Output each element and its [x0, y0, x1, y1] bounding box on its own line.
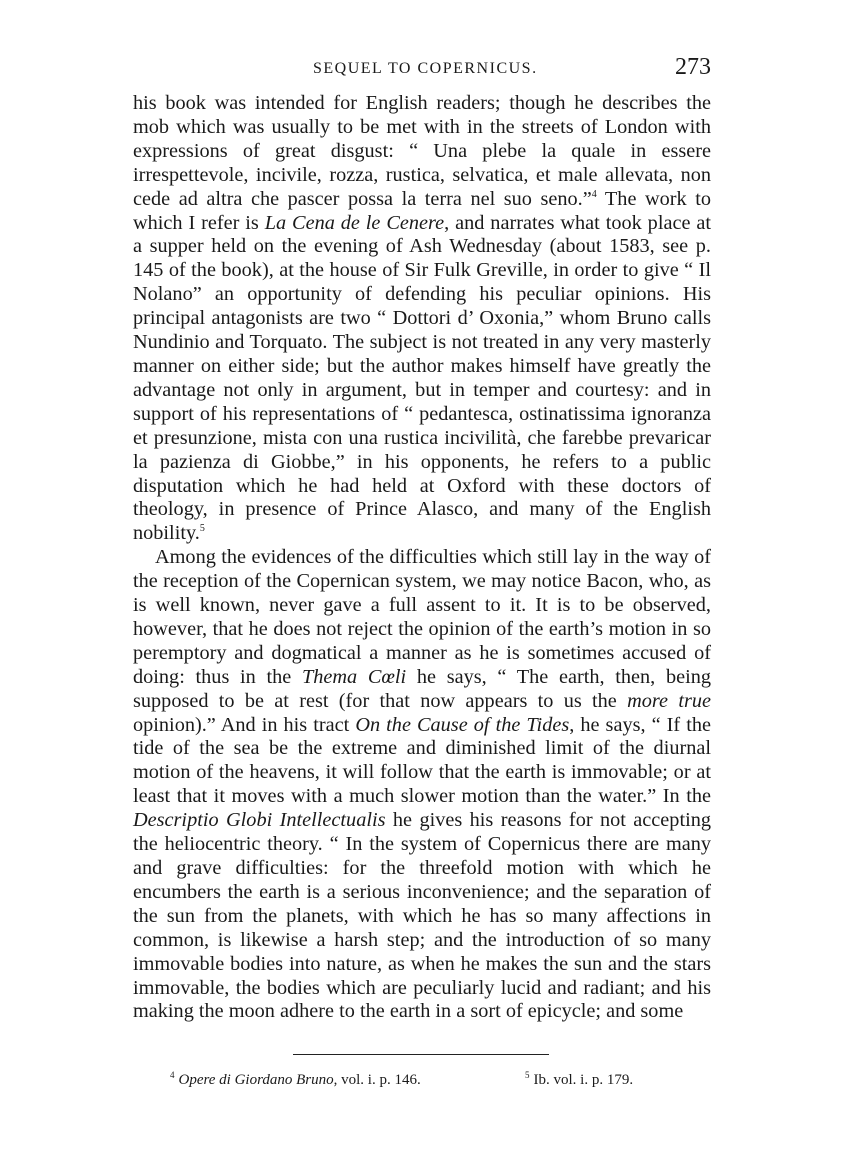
page-number: 273: [675, 54, 711, 80]
footnote-ref-4: 4: [591, 188, 597, 200]
work-title-cena: La Cena de le Cenere: [264, 211, 445, 234]
paragraph-2: [133, 546, 711, 1024]
footnote-4: [170, 1070, 421, 1090]
paragraph-2-text-b: he says, “ The earth, then, being supposed to be at rest (for that now appears to us the: [133, 665, 711, 712]
footnote-text: Ib. vol. i. p. 179.: [533, 1072, 634, 1088]
paragraph-2-text-c: opinion).” And in his tract: [133, 713, 356, 736]
running-head: [133, 52, 711, 92]
footnote-5: [525, 1070, 633, 1090]
footnote-work-title: Opere di Giordano Bruno: [178, 1072, 334, 1088]
footnote-ref-5: 5: [199, 523, 205, 535]
work-title-descriptio: Descriptio Globi Intellectualis: [133, 809, 386, 832]
paragraph-2-text-e: he gives his reasons for not accepting the heliocentric theory. “ In the system of Copernicus there are many and grave difficulties: for the threefold motion with which he encumbers the earth is a serious inconvenience; and the separation of the sun from the planets, with which he has so many affections in common, is likewise a harsh step; and the introduction of so many immovable bodies into nature, as when he makes the sun and the stars immovable, the bodies which are peculiarly lucid and radiant; and his making the moon adhere to the earth in a sort of epicycle; and some: [133, 809, 711, 1023]
footnote-mark: 5: [525, 1070, 530, 1080]
work-title-tides: On the Cause of the Tides: [355, 713, 570, 736]
footnote-mark: 4: [170, 1070, 175, 1080]
footnote-rule: [293, 1054, 549, 1055]
footnote-text: , vol. i. p. 146.: [333, 1072, 421, 1088]
paragraph-1-text-a: his book was intended for English readers; though he describes the mob which was usually to be met with in the streets of London with expressions of great disgust: “ Una plebe la quale in essere irrespettevole, incivile, rozza, rustica, selvatica, et male allevata, non cede ad altra che pascer possa la terra nel suo seno.”: [133, 92, 711, 210]
paragraph-2-text-d: , he says, “ If the tide of the sea be the extreme and diminished limit of the diurnal motion of the heavens, it will follow that the earth is immovable; or at least that it moves with a much slower motion than the water.” In the: [133, 713, 711, 808]
work-title-thema-coeli: Thema Cœli: [301, 665, 407, 688]
paragraph-1-text-b: The work to which I refer is: [133, 187, 711, 234]
paragraph-1-text-c: , and narrates what took place at a supper held on the evening of Ash Wednesday (about 1583, see p. 145 of the book), at the house of Sir Fulk Greville, in order to give “ Il Nolano” an opportunity of defending his peculiar opinions. His principal antagonists are two “ Dottori d’ Oxonia,” whom Bruno calls Nundinio and Torquato. The subject is not treated in any very masterly manner on either side; but the author makes himself have greatly the advantage not only in argument, but in temper and courtesy: and in support of his representations of “ pedantesca, ostinatissima ignoranza et presunzione, mista con una rustica incivilità, che farebbe prevaricar la pazienza di Giobbe,” in his opponents, he refers to a public disputation which he had held at Oxford with these doctors of theology, in presence of Prince Alasco, and many of the English nobility.: [133, 211, 711, 545]
page: [133, 52, 711, 1024]
emphasis-more-true: more true: [627, 689, 712, 712]
running-title: SEQUEL TO COPERNICUS.: [313, 60, 538, 77]
paragraph-2-text-a: Among the evidences of the difficulties which still lay in the way of the reception of the Copernican system, we may notice Bacon, who, as is well known, never gave a full assent to it. It is to be observed, however, that he does not reject the opinion of the earth’s motion in so peremptory and dogmatical a manner as he is sometimes accused of doing: thus in the: [133, 546, 711, 688]
body-text: [133, 92, 711, 1024]
paragraph-1: [133, 92, 711, 546]
